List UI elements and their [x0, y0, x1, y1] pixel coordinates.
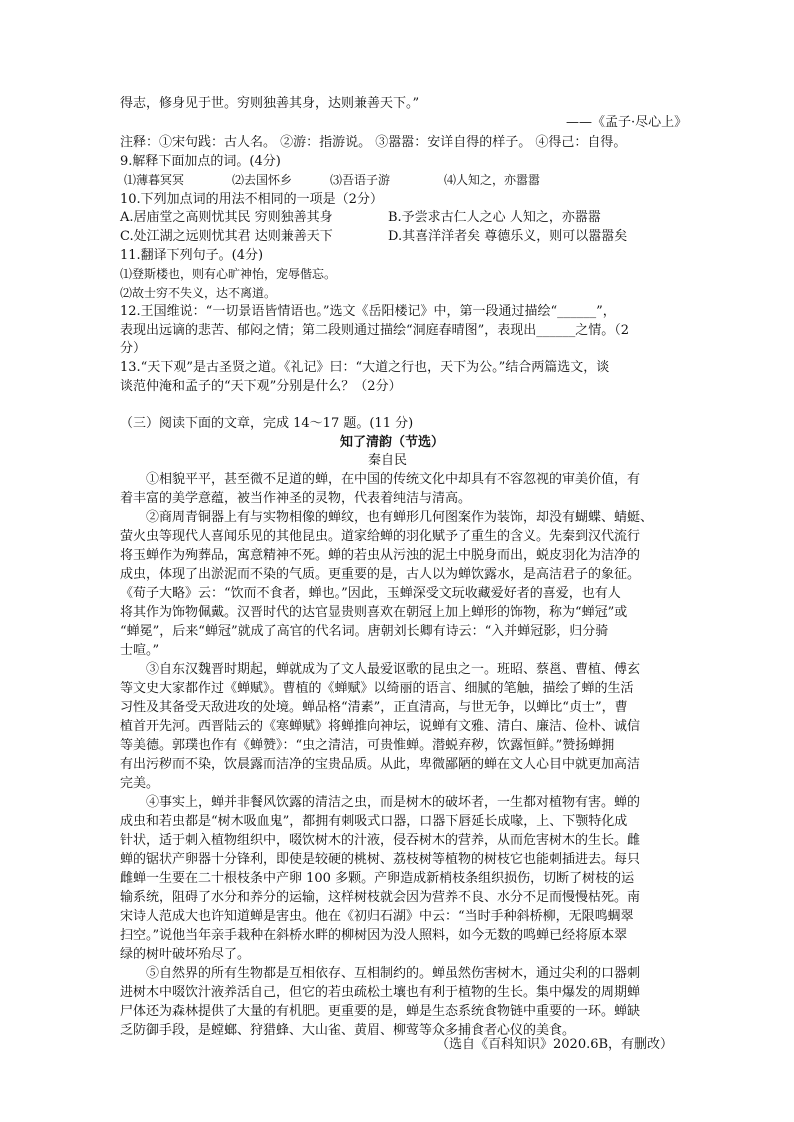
- article-line: ④事实上，蝉并非餐风饮露的清洁之虫，而是树木的破坏者，一生都对植物有害。蝉的: [146, 795, 641, 810]
- article-line: 成虫和若虫都是“树木吸血鬼”，都拥有刺吸式口器，口器下唇延长成喙，上、下颚特化成: [120, 814, 628, 829]
- passage-notes: 注释：①宋句践：古人名。 ②游：指游说。 ③嚣嚣：安详自得的样子。 ④得己：自得。: [120, 135, 627, 150]
- question-10: 10.下列加点词的用法不相同的一项是（2分）: [120, 192, 383, 207]
- article-line: ③自东汉魏晋时期起，蝉就成为了文人最爱讴歌的昆虫之一。班昭、蔡邕、曹植、傅玄: [146, 662, 641, 677]
- q10-option-c: C.处江湖之远则忧其君 达则兼善天下: [120, 229, 333, 244]
- question-11: 11.翻译下列句子。(4分): [120, 248, 264, 263]
- q11-item-1: ⑴登斯楼也，则有心旷神怡，宠辱偕忘。: [120, 267, 337, 281]
- article-line: 习性及其备受天敌进攻的处境。蝉品格“清素”，正直清高，与世无争，以蝉比“贞士”，曹: [120, 700, 628, 715]
- question-9: 9.解释下面加点的词。(4分): [120, 154, 281, 169]
- question-12-line-3: 分）: [120, 341, 147, 356]
- q10-option-b: B.予尝求古仁人之心 人知之，亦嚣嚣: [388, 210, 601, 225]
- article-line: 萤火虫等现代人喜闻乐见的其他昆虫。道家给蝉的羽化赋予了重生的含义。先秦到汉代流行: [120, 529, 641, 544]
- passage-quote-line: 得志，修身见于世。穷则独善其身，达则兼善天下。”: [120, 96, 420, 111]
- question-12-line-2: 表现出远谪的悲苦、郁闷之情；第二段则通过描绘“洞庭春晴图”，表现出______之情。（2: [120, 323, 630, 338]
- q9-item-2: ⑵去国怀乡: [232, 173, 293, 187]
- q10-option-d: D.其喜洋洋者矣 尊德乐义，则可以嚣嚣矣: [388, 229, 628, 244]
- question-12-line-1: 12.王国维说：“一切景语皆情语也。”选文《岳阳楼记》中，第一段通过描绘“______”，: [120, 304, 616, 319]
- article-citation: （选自《百科知识》2020.6B，有删改）: [436, 1037, 674, 1052]
- article-line: 尸体还为森林提供了大量的有机肥。更重要的是，蝉是生态系统食物链中重要的一环。蝉缺: [120, 1004, 641, 1019]
- article-line: 植首开先河。西晋陆云的《寒蝉赋》将蝉推向神坛，说蝉有文雅、清白、廉洁、俭朴、诚信: [120, 719, 641, 734]
- q10-option-a: A.居庙堂之高则忧其民 穷则独善其身: [120, 210, 333, 225]
- question-13-line-2: 谈范仲淹和孟子的“天下观”分别是什么？（2分）: [120, 379, 402, 394]
- q9-item-1: ⑴薄暮冥冥: [124, 173, 185, 187]
- section-3-heading: （三）阅读下面的文章，完成 14～17 题。(11 分): [120, 416, 414, 431]
- article-line: ⑤自然界的所有生物都是互相依存、互相制约的。蝉虽然伤害树木，通过尖利的口器刺: [146, 966, 641, 981]
- article-line: 着丰富的美学意蕴，被当作神圣的灵物，代表着纯洁与清高。: [120, 491, 472, 506]
- article-line: 绿的树叶破坏殆尽了。: [120, 947, 251, 962]
- question-13-line-1: 13.“天下观”是古圣贤之道。《礼记》曰：“大道之行也，天下为公。”结合两篇选文，谈: [120, 360, 610, 375]
- article-line: 蝉的锯状产卵器十分锋利，即使是较硬的桃树、荔枝树等植物的树枝它也能刺插进去。每只: [120, 852, 641, 867]
- article-line: 士喧。”: [120, 643, 160, 658]
- q9-item-3: ⑶吾语子游: [330, 173, 391, 187]
- article-line: 《荀子大略》云：“饮而不食者，蝉也。”因此，玉蝉深受文玩收藏爱好者的喜爱，也有人: [120, 586, 621, 601]
- article-line: 雌蝉一生要在二十根枝条中产卵 100 多颗。产卵造成新梢枝条组织损伤，切断了树枝的运: [120, 871, 635, 886]
- article-line: ①相貌平平，甚至微不足道的蝉，在中国的传统文化中却具有不容忽视的审美价值，有: [146, 472, 641, 487]
- article-line: 宋诗人范成大也许知道蝉是害虫。他在《初归石湖》中云：“当时手种斜桥柳，无限鸣蜩翠: [120, 909, 634, 924]
- article-line: 等文史大家都作过《蝉赋》。曹植的《蝉赋》以绮丽的语言、细腻的笔触，描绘了蝉的生活: [120, 681, 634, 696]
- article-line: 将其作为饰物佩戴。汉晋时代的达官显贵则喜欢在朝冠上加上蝉形的饰物，称为“蝉冠”或: [120, 605, 628, 620]
- article-line: 扫空。”说他当年亲手栽种在斜桥水畔的柳树因为没人照料，如今无数的鸣蝉已经将原本翠: [120, 928, 628, 943]
- article-line: 有出污秽而不染，饮晨露而洁净的宝贵品质。从此，卑微鄙陋的蝉在文人心目中就更加高洁: [120, 757, 641, 772]
- article-line: “蝉冕”，后来“蝉冠”就成了高官的代名词。唐朝刘长卿有诗云：“入并蝉冠影，归分骑: [120, 624, 609, 639]
- q9-item-4: ⑷人知之，亦嚣嚣: [444, 173, 541, 187]
- article-title: 知了清韵（节选）: [340, 435, 445, 450]
- article-line: ②商周青铜器上有与实物相像的蝉纹，也有蝉形几何图案作为装饰，却没有蝴蝶、蜻蜓、: [146, 510, 654, 525]
- q11-item-2: ⑵故士穷不失义，达不离道。: [120, 286, 277, 300]
- article-line: 将玉蝉作为殉葬品，寓意精神不死。蝉的若虫从污浊的泥土中脱身而出，蜕皮羽化为洁净的: [120, 548, 641, 563]
- article-author: 秦自民: [368, 453, 408, 468]
- article-line: 成虫，体现了出淤泥而不染的气质。更重要的是，古人以为蝉饮露水，是高洁君子的象征。: [120, 567, 641, 582]
- article-line: 乏防御手段，是螳螂、狩猎蜂、大山雀、黄眉、柳莺等众多捕食者心仪的美食。: [120, 1023, 576, 1038]
- article-line: 完美。: [120, 776, 160, 791]
- article-line: 等美德。郭璞也作有《蝉赞》：“虫之清洁，可贵惟蝉。潜蜕弃秽，饮露恒鲜。”赞扬蝉拥: [120, 738, 615, 753]
- article-line: 进树木中啜饮汁液养活自己，但它的若虫疏松土壤也有利于植物的生长。集中爆发的周期蝉: [120, 985, 641, 1000]
- passage-source: ——《孟子·尽心上》: [566, 115, 688, 130]
- article-line: 针状，适于刺入植物组织中，啜饮树木的汁液，侵吞树木的营养，从而危害树木的生长。雌: [120, 833, 641, 848]
- article-line: 输系统，阻碍了水分和养分的运输，这样树枝就会因为营养不良、水分不足而慢慢枯死。南: [120, 890, 641, 905]
